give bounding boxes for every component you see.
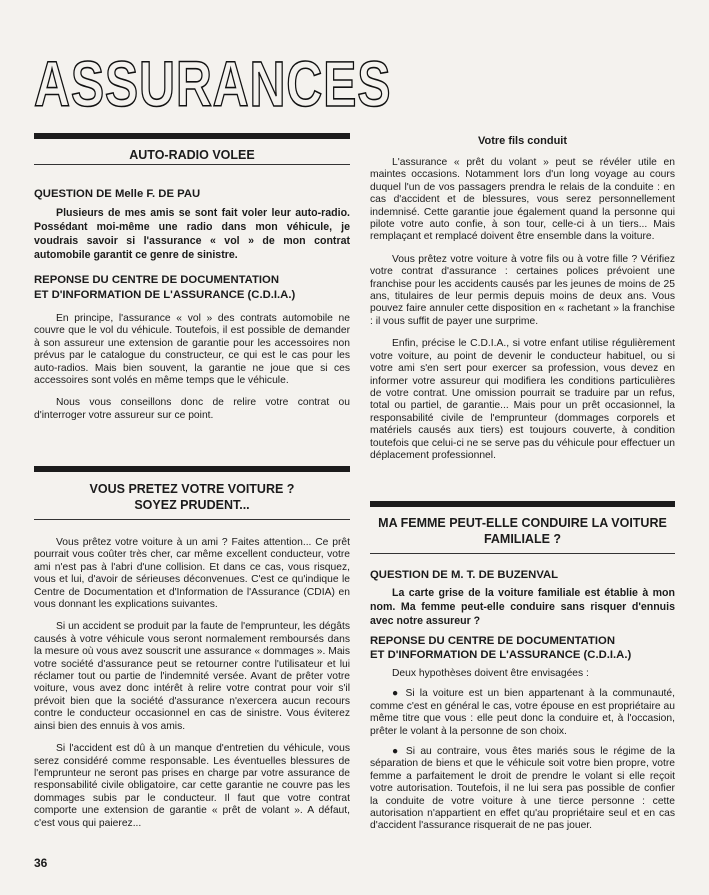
section-heading <box>34 497 350 513</box>
article-body <box>370 157 675 472</box>
answer-body <box>34 313 350 432</box>
page-title: ASSURANCES <box>34 48 392 120</box>
subsection-heading: Votre fils conduit <box>477 135 568 147</box>
question-text: La carte grise de la voiture familiale est établie à mon nom. Ma femme peut-elle conduire sans risquer d'ennuis avec notre assureur ? <box>370 587 675 627</box>
section-rule <box>370 501 675 507</box>
paragraph: Deux hypothèses doivent être envisagées : <box>392 668 589 679</box>
heading-text: SOYEZ PRUDENT <box>134 498 240 512</box>
paragraph: Nous vous conseillons donc de relire votre contrat ou d'interroger votre assureur sur ce point. <box>34 397 350 421</box>
article-body <box>34 537 350 840</box>
section-heading: FAMILIALE ? <box>483 532 562 546</box>
paragraph: En principe, l'assurance « vol » des contrats automobile ne couvre que le vol du véhicule. Toutefois, il est possible de demander à son assureur une extension de garantie pour les accessoires non prévus par le catalogue du constructeur, ce qui est le cas pour les auto-radios. Mais bien souvent, la garantie ne joue que si ces accessoires sont volés en même temps que le véhicule. <box>34 313 350 387</box>
bullet-paragraph: ● Si la voiture est un bien appartenant à la communauté, comme c'est en général le cas, votre épouse en est propriétaire au même titre que vous : elle peut donc la conduire et, à l'occasion, prêter le volant à la personne de son choix. <box>370 688 675 737</box>
paragraph: Enfin, précise le C.D.I.A., si votre enfant utilise régulièrement votre voiture, au point de devenir le conducteur habituel, ou si votre ami s'en sert pour exercer sa profession, vous devez en informer votre assureur qui modifiera les conditions particulières de votre contrat. Une omission pourrait se traduire par un refus, total ou partiel, de garantie... Mais pour un prêt occasionnel, la responsabilité civile de l'emprunteur (dommages corporels et matériels causés aux tiers) est toujours couverte, à condition toutefois que celui-ci ne se serve pas du véhicule pour effectuer un déplacement professionnel. <box>370 338 675 461</box>
question-text: Plusieurs de mes amis se sont fait voler leur auto-radio. Possédant moi-même une radio dans mon véhicule, je voudrais savoir si l'assurance « vol » de mon contrat automobile garantit ce genre de sinistre. <box>34 207 350 261</box>
paragraph: Si l'accident est dû à un manque d'entretien du véhicule, vous serez considéré comme responsable. Les éventuelles blessures de l'emprunteur ne seront pas prises en charge par votre assurance de responsabilité civile obligatoire, car cette garantie ne couvre pas les dommages subis par le conducteur. Il faut que votre contrat comporte une extension de garantie « prêt de volant ». A défaut, c'est vous qui paierez... <box>34 743 350 829</box>
paragraph: Vous prêtez votre voiture à un ami ? Faites attention... Ce prêt pourrait vous coûter très cher, car même excellent conducteur, votre ami n'est pas à l'abri d'une collision. Et dans ce cas, vous risquez, vous et lui, d'avoir de sérieuses déconvenues. C'est ce qu'indique le Centre de Documentation et d'Information de l'Assurance (CDIA) en vous donnant les explications suivantes. <box>34 537 350 611</box>
heading-underline <box>34 519 350 520</box>
section-heading: AUTO-RADIO VOLEE <box>129 148 255 162</box>
section-rule <box>34 133 350 139</box>
heading-underline <box>370 553 675 554</box>
question-title: QUESTION DE M. T. DE BUZENVAL <box>370 569 559 581</box>
paragraph: L'assurance « prêt du volant » peut se révéler utile en maintes occasions. Notamment lors d'un long voyage au cours duquel l'un de vos passagers prendra le relais de la conduite : en cas d'accident et de blessures, vous serez personnellement indemnisé. Cette garantie joue également quand la personne qui pilote votre auto confie, à son tour, celle-ci à un tiers... Mais remplaçant et remplacé doivent être ensemble dans la voiture. <box>370 157 675 243</box>
question-title: QUESTION DE Melle F. DE PAU <box>34 188 201 200</box>
section-heading: MA FEMME PEUT-ELLE CONDUIRE LA VOITURE <box>378 516 667 530</box>
page-number: 36 <box>34 856 48 870</box>
answer-body <box>370 668 675 841</box>
heading-underline <box>34 164 350 165</box>
answer-title: ET D'INFORMATION DE L'ASSURANCE (C.D.I.A.) <box>34 289 296 301</box>
section-heading: VOUS PRETEZ VOTRE VOITURE ? <box>89 482 295 496</box>
answer-title: REPONSE DU CENTRE DE DOCUMENTATION <box>370 635 615 647</box>
answer-title: REPONSE DU CENTRE DE DOCUMENTATION <box>34 274 279 286</box>
heading-ellipsis: ... <box>239 498 250 512</box>
bullet-paragraph: ● Si au contraire, vous êtes mariés sous le régime de la séparation de biens et que le véhicule soit votre bien propre, votre femme a parfaitement le droit de prendre le volant si elle reçoit votre autorisation. Toutefois, il ne lui sera pas possible de confier la conduite de votre voiture à une tierce personne : cette autorisation n'appartient en effet qu'au propriétaire seul et en cas d'accident l'assurance risquerait de ne pas jouer. <box>370 746 675 832</box>
section-rule <box>34 466 350 472</box>
paragraph: Si un accident se produit par la faute de l'emprunteur, les dégâts causés à votre véhicule vous seront normalement remboursés dans la mesure où vous avez souscrit une assurance « dommages ». Mais votre société d'assurance peut se retourner contre l'utilisateur et lui réclamer tout ou partie de l'indemnité versée. Avant de prêter votre voiture, vous avez donc intérêt à relire votre contrat pour voir s'il prévoit bien que la société d'assurance n'exercera aucun recours contre le conducteur occasionnel en cas de sinistre. Vous éviterez ainsi bien des ennuis à vos amis. <box>34 621 350 732</box>
answer-title: ET D'INFORMATION DE L'ASSURANCE (C.D.I.A.) <box>370 649 632 661</box>
paragraph: Vous prêtez votre voiture à votre fils ou à votre fille ? Vérifiez votre contrat d'assurance : certaines polices prévoient une franchise pour les accidents causés par les jeunes de moins de 25 ans, titulaires de leur permis depuis moins de deux ans. Vous pouvez faire annuler cette disposition en « rachetant » la franchise : il vous suffit de payer une surprime. <box>370 253 675 327</box>
